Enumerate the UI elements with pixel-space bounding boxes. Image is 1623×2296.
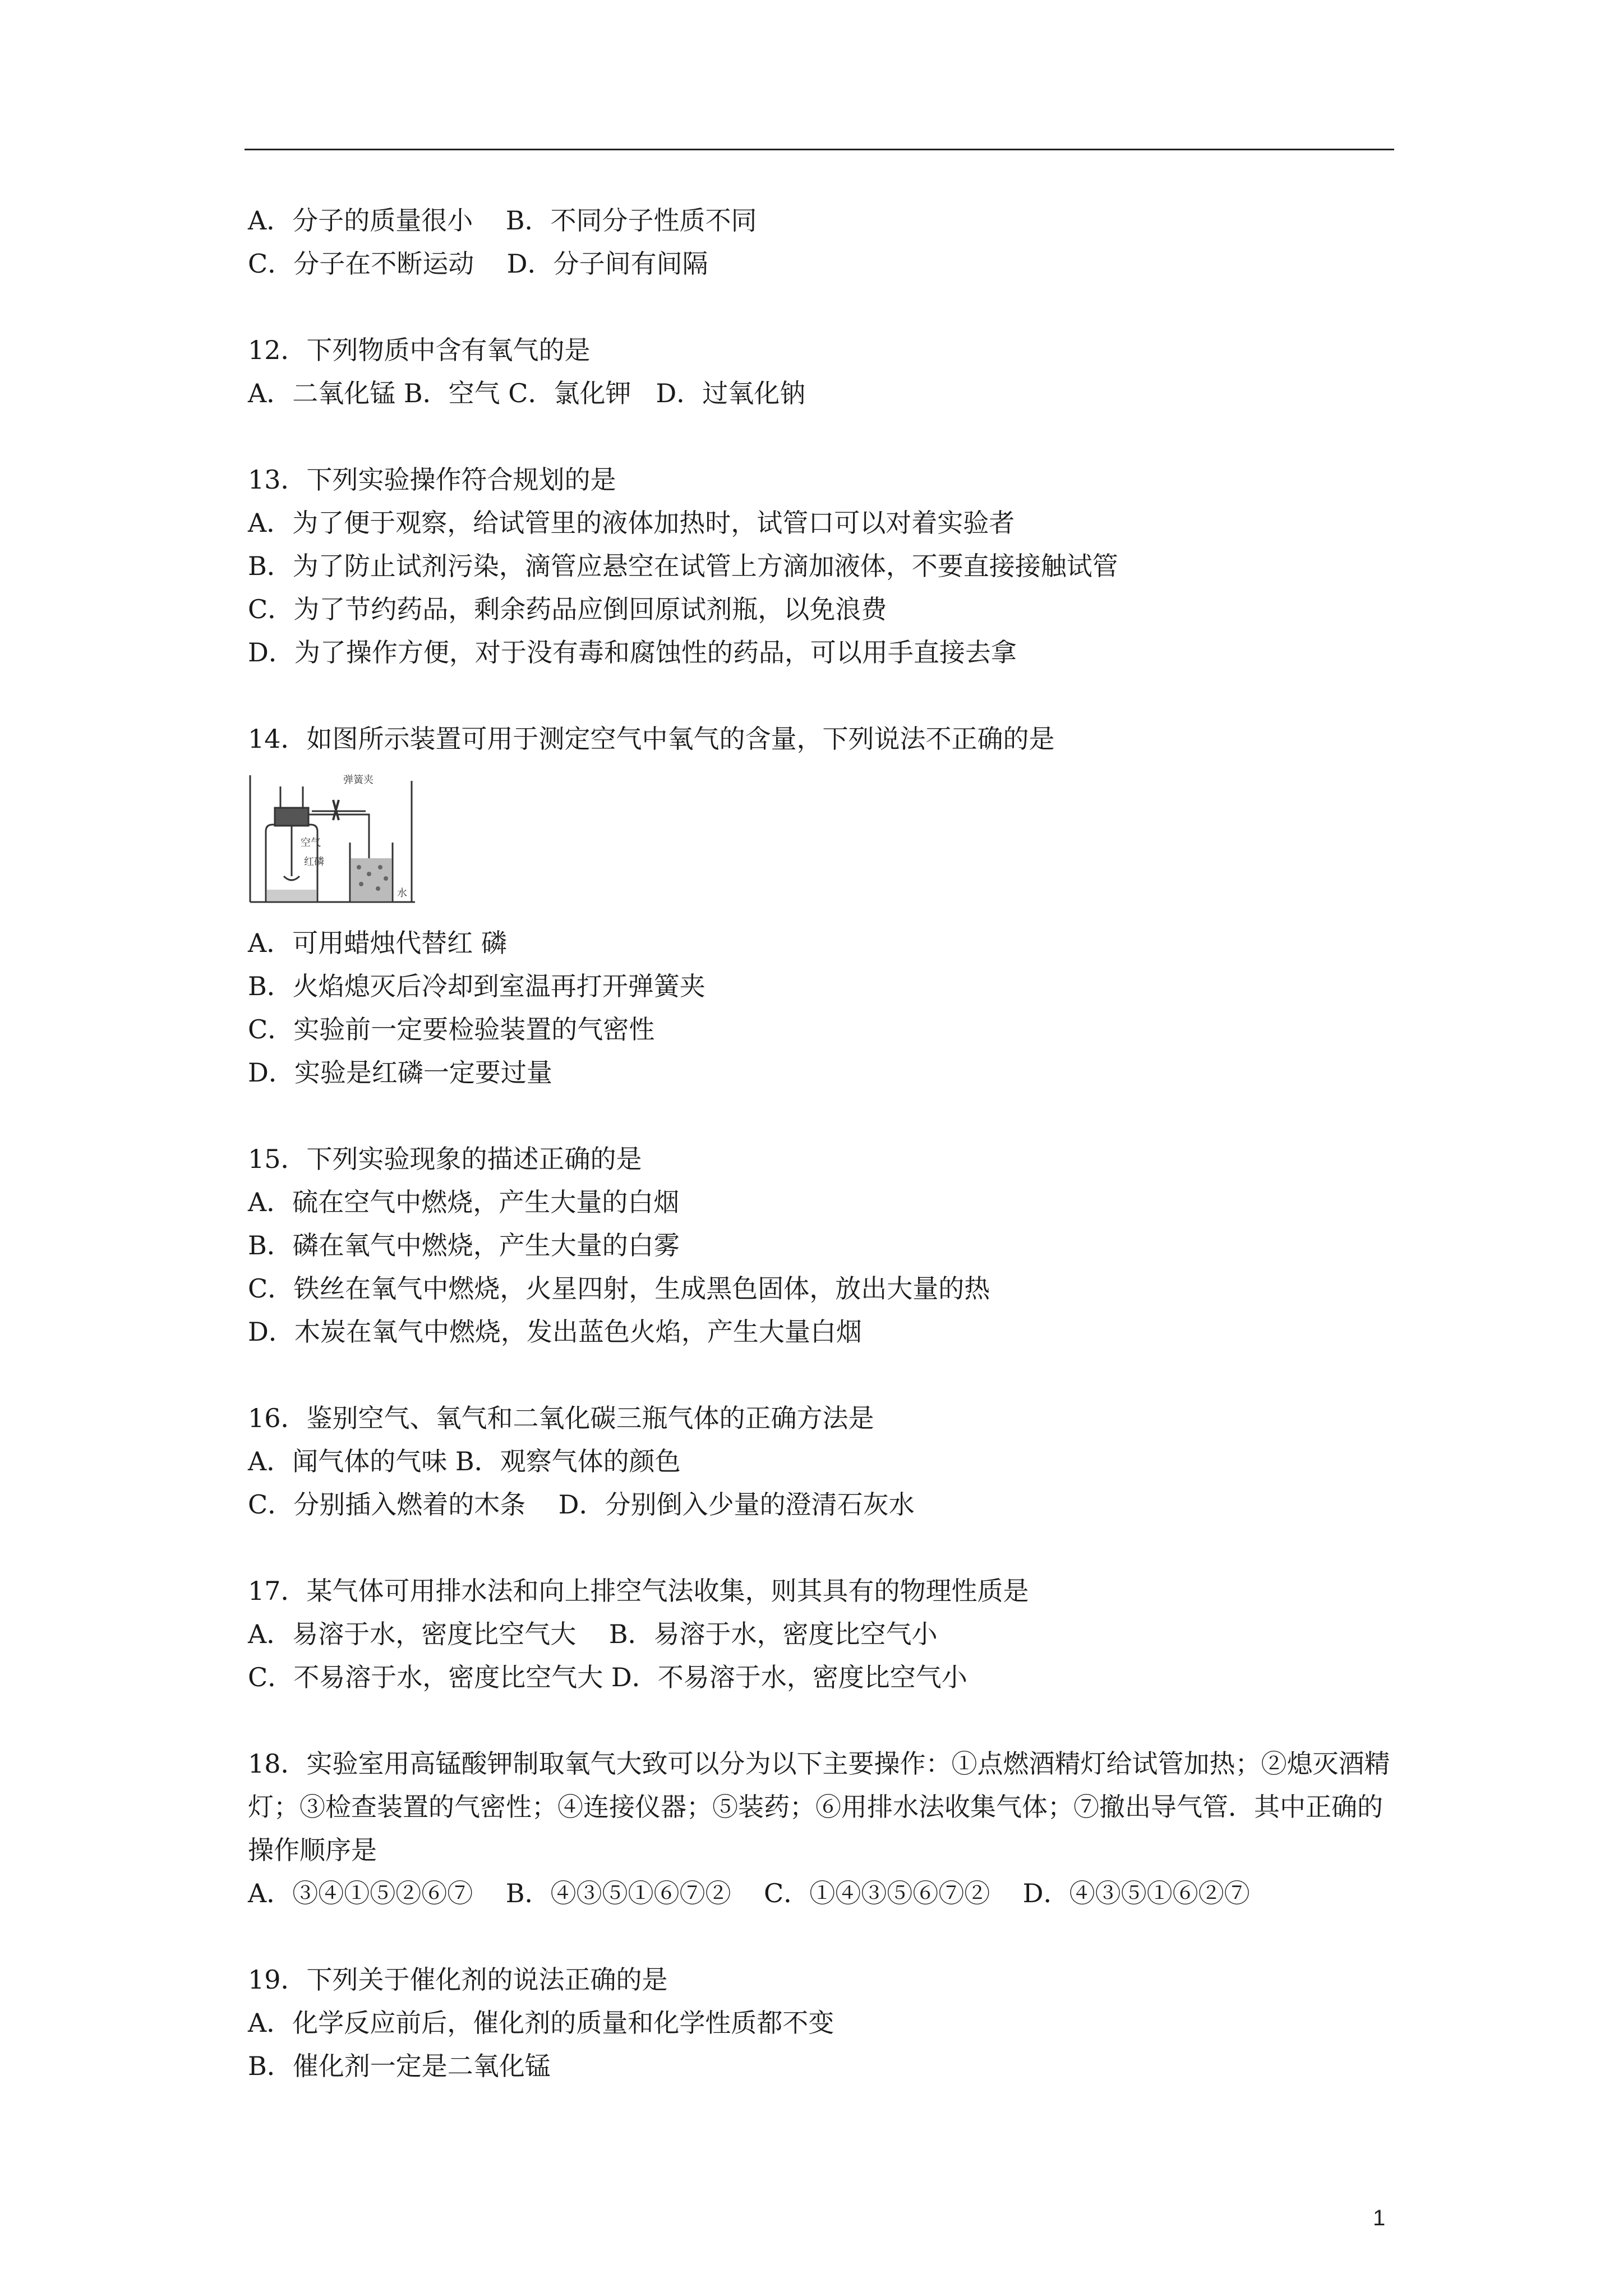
label-water: 水: [397, 887, 407, 899]
q14-option-c: C．实验前一定要检验装置的气密性: [248, 1014, 655, 1045]
q13-question: 13．下列实验操作符合规划的是: [248, 464, 616, 495]
label-clamp: 弹簧夹: [343, 774, 374, 786]
q11-options-line2: C．分子在不断运动 D．分子间有间隔: [248, 249, 708, 279]
q17-options-line1: A．易溶于水，密度比空气大 B．易溶于水，密度比空气小: [248, 1619, 938, 1649]
q16-options-line2: C．分别插入燃着的木条 D．分别倒入少量的澄清石灰水: [248, 1489, 915, 1520]
q14-option-b: B．火焰熄灭后冷却到室温再打开弹簧夹: [248, 971, 706, 1001]
q13-option-c: C．为了节约药品，剩余药品应倒回原试剂瓶，以免浪费: [248, 594, 887, 624]
q18-options: A．③④①⑤②⑥⑦ B．④③⑤①⑥⑦② C．①④③⑤⑥⑦② D．④③⑤①⑥②⑦: [248, 1878, 1250, 1908]
q14-option-d: D．实验是红磷一定要过量: [248, 1057, 552, 1088]
document-body: [248, 199, 1398, 2088]
q19-option-b: B．催化剂一定是二氧化锰: [248, 2051, 551, 2081]
q19-question: 19．下列关于催化剂的说法正确的是: [248, 1964, 668, 1995]
q13-option-a: A．为了便于观察，给试管里的液体加热时，试管口可以对着实验者: [248, 508, 1015, 538]
q14-question: 14．如图所示装置可用于测定空气中氧气的含量，下列说法不正确的是: [248, 724, 1055, 754]
q19-option-a: A．化学反应前后，催化剂的质量和化学性质都不变: [248, 2008, 834, 2038]
q12-question: 12．下列物质中含有氧气的是: [248, 335, 591, 365]
page-number: 1: [1373, 2206, 1386, 2230]
q11-options-line1: A．分子的质量很小 B．不同分子性质不同: [248, 205, 757, 236]
header-rule: [245, 149, 1394, 150]
q15-question: 15．下列实验现象的描述正确的是: [248, 1144, 642, 1174]
q12-options: A．二氧化锰 B．空气 C．氯化钾 D．过氧化钠: [248, 378, 806, 408]
q13-option-b: B．为了防止试剂污染，滴管应悬空在试管上方滴加液体，不要直接接触试管: [248, 551, 1118, 581]
q18-question: 18．实验室用高锰酸钾制取氧气大致可以分为以下主要操作：①点燃酒精灯给试管加热；②熄灭酒精灯；③检查装置的气密性；④连接仪器；⑤装药；⑥用排水法收集气体；⑦撤出导气管．其中正确的操作顺序是: [248, 1749, 1390, 1865]
q13-option-d: D．为了操作方便，对于没有毒和腐蚀性的药品，可以用手直接去拿: [248, 637, 1017, 668]
q16-question: 16．鉴别空气、氧气和二氧化碳三瓶气体的正确方法是: [248, 1403, 874, 1433]
q16-options-line1: A．闻气体的气味 B．观察气体的颜色: [248, 1446, 681, 1476]
q17-options-line2: C．不易溶于水，密度比空气大 D．不易溶于水，密度比空气小: [248, 1662, 967, 1692]
q15-option-d: D．木炭在氧气中燃烧，发出蓝色火焰，产生大量白烟: [248, 1317, 862, 1347]
q15-option-c: C．铁丝在氧气中燃烧，火星四射，生成黑色固体，放出大量的热: [248, 1273, 990, 1304]
q15-option-b: B．磷在氧气中燃烧，产生大量的白雾: [248, 1230, 680, 1260]
stopper: [275, 808, 308, 826]
q17-question: 17．某气体可用排水法和向上排空气法收集，则其具有的物理性质是: [248, 1576, 1029, 1606]
q14-option-a: A．可用蜡烛代替红 磷: [248, 928, 507, 958]
label-air: 空气: [301, 837, 321, 849]
q15-option-a: A．硫在空气中燃烧，产生大量的白烟: [248, 1187, 680, 1217]
apparatus-figure: [249, 764, 416, 909]
label-phosphorus: 红磷: [304, 856, 324, 868]
